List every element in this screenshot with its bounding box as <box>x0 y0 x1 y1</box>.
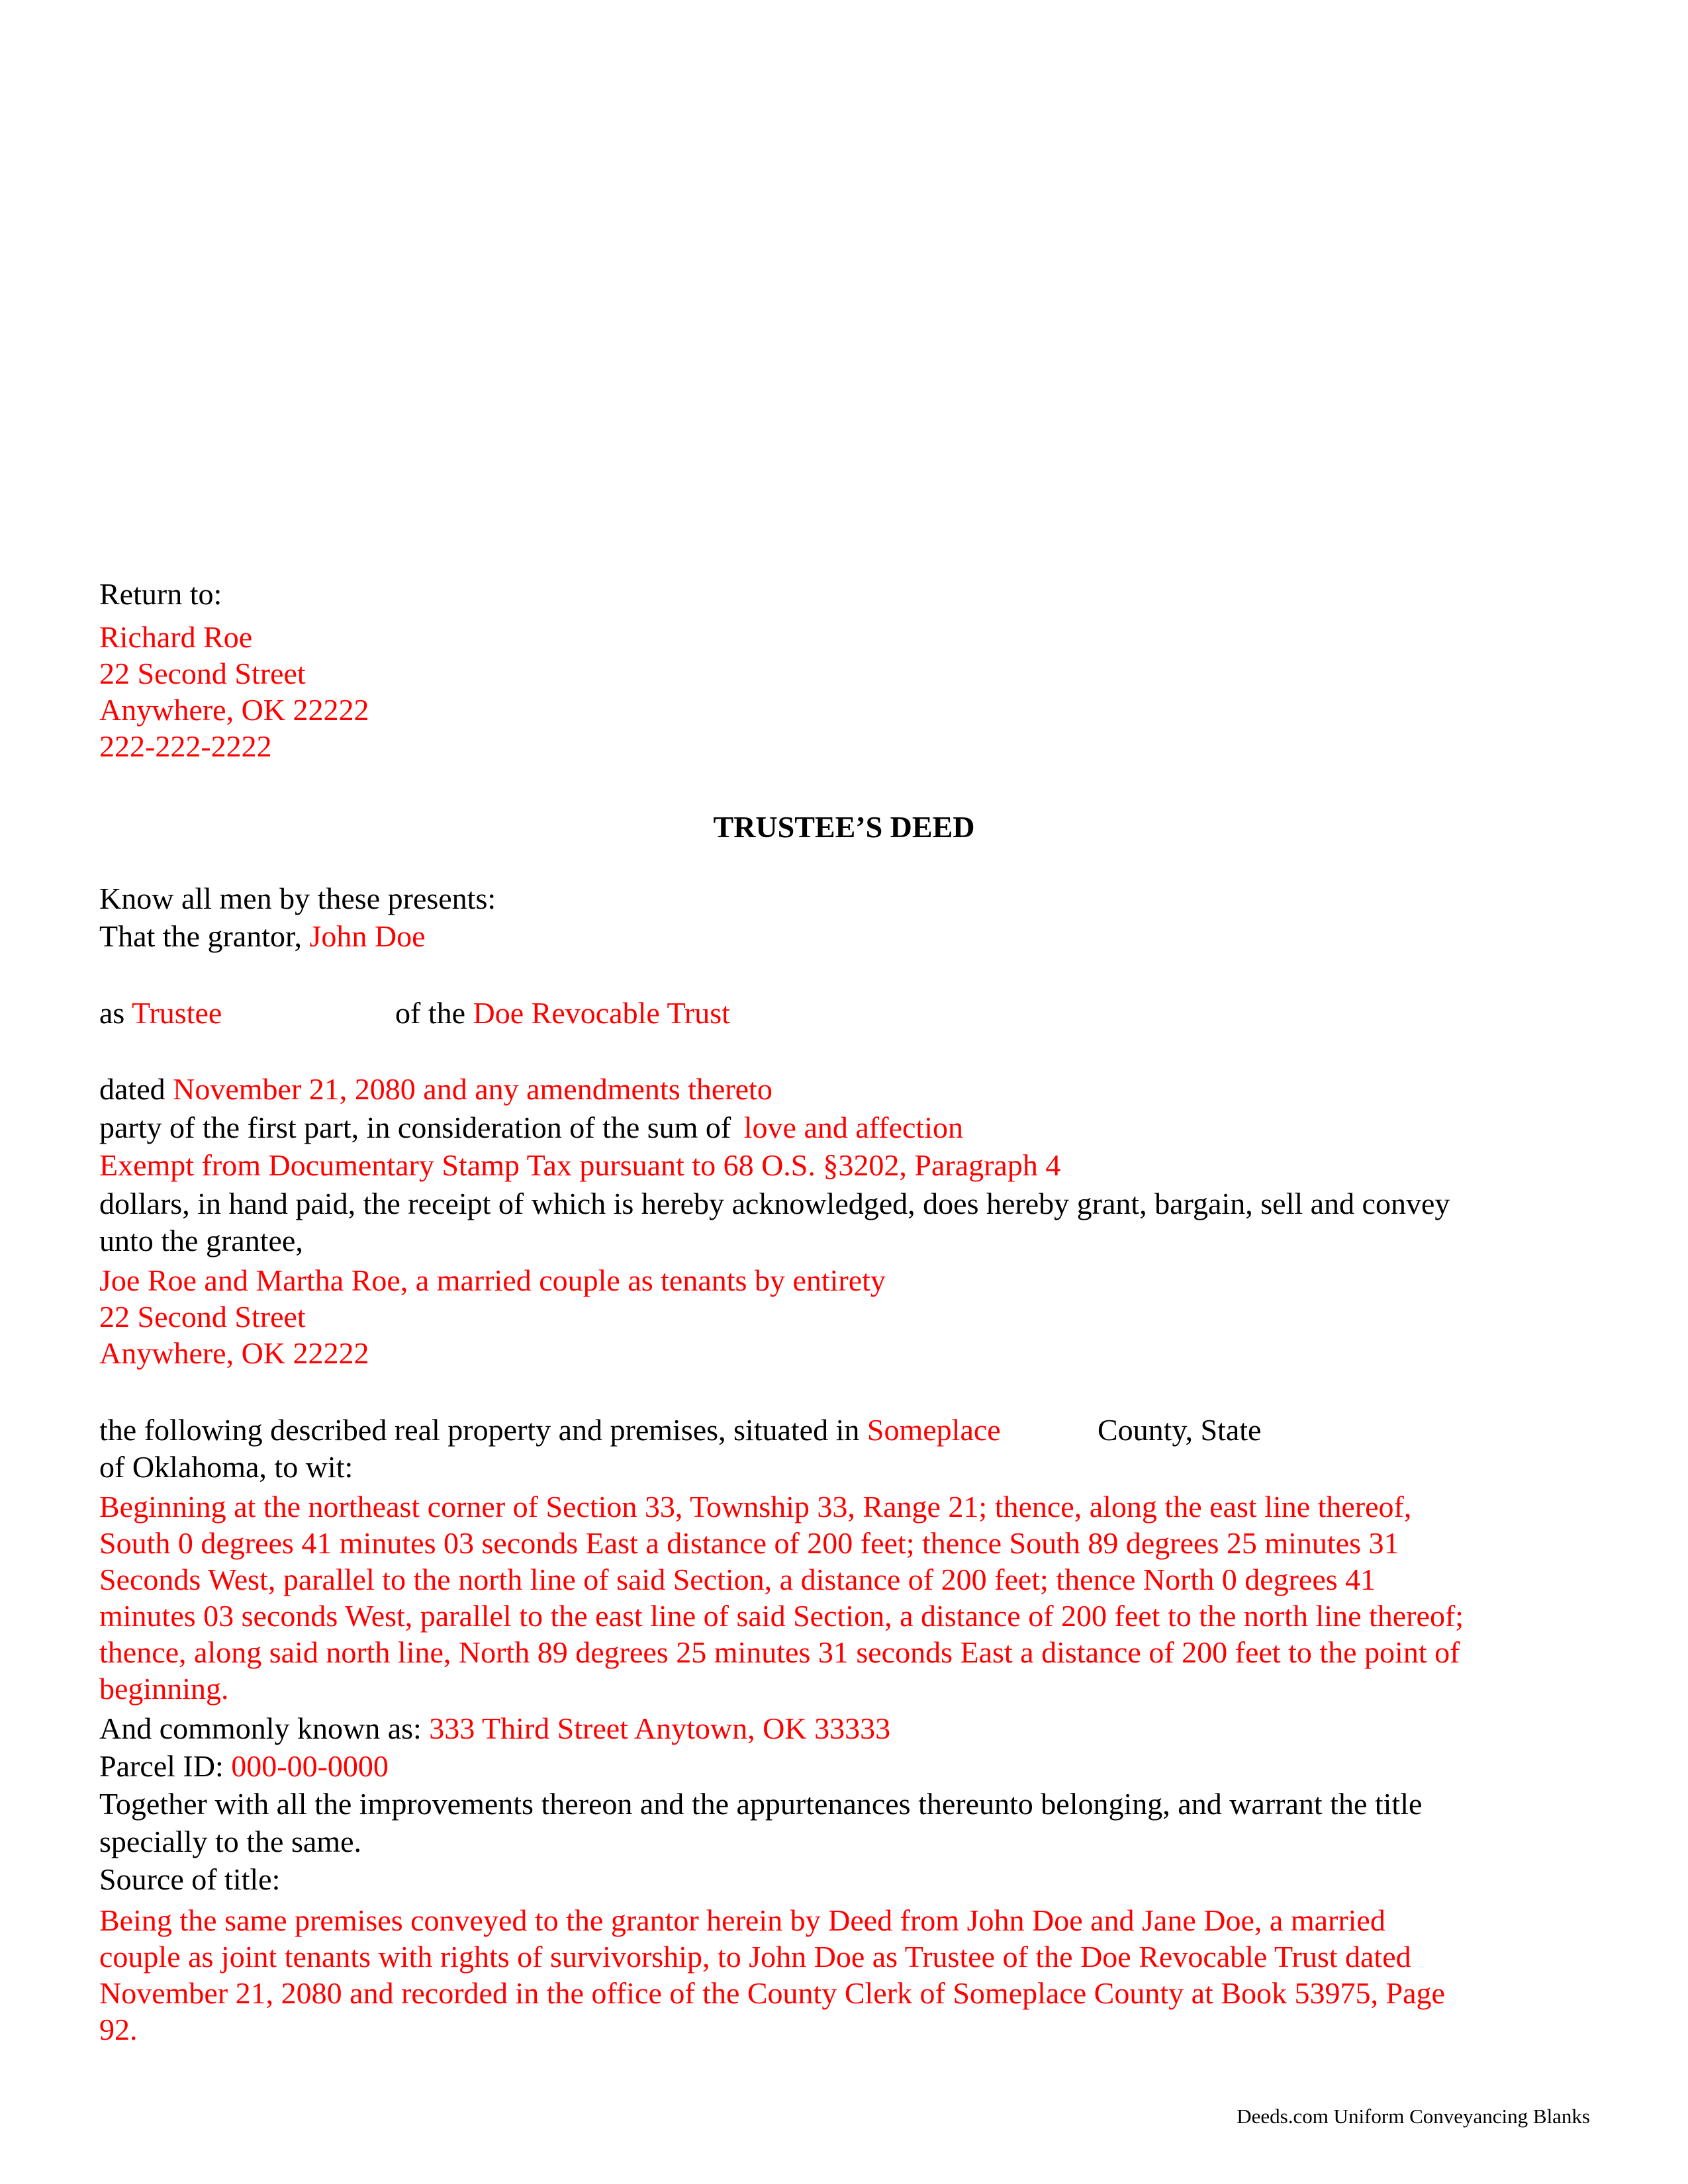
source-line-3: November 21, 2080 and recorded in the office of the County Clerk of Someplace County at Book 53975, Page <box>99 1976 1445 2010</box>
consideration-line <box>99 1109 963 1146</box>
trust-date: November 21, 2080 and any amendments thereto <box>173 1072 773 1106</box>
parcel-line <box>99 1748 389 1785</box>
dollars-line-2: unto the grantee, <box>99 1224 303 1257</box>
source-line-4: 92. <box>99 2013 138 2046</box>
dated-prefix: dated <box>99 1072 165 1106</box>
grantor-prefix: That the grantor, <box>99 919 302 953</box>
legal-description-line-3: Seconds West, parallel to the north line of said Section, a distance of 200 feet; thence North 0 degrees 41 <box>99 1563 1376 1596</box>
dollars-line-1: dollars, in hand paid, the receipt of which is hereby acknowledged, does hereby grant, bargain, sell and convey <box>99 1187 1450 1220</box>
parcel-id: 000-00-0000 <box>231 1749 389 1783</box>
trust-name: Doe Revocable Trust <box>473 996 730 1030</box>
grantor-line <box>99 918 426 955</box>
state-line: of Oklahoma, to wit: <box>99 1450 353 1484</box>
of-the-label: of the <box>395 996 466 1030</box>
source-of-title-label: Source of title: <box>99 1862 281 1896</box>
situated-prefix: the following described real property and premises, situated in <box>99 1413 860 1447</box>
grantee-street: 22 Second Street <box>99 1300 306 1334</box>
source-line-1: Being the same premises conveyed to the grantor herein by Deed from John Doe and Jane Doe, a married <box>99 1903 1385 1937</box>
together-line-1: Together with all the improvements thereon and the appurtenances thereunto belonging, and warrant the title <box>99 1787 1423 1821</box>
legal-description-line-5: thence, along said north line, North 89 degrees 25 minutes 31 seconds East a distance of 200 feet to the point of <box>99 1635 1460 1669</box>
grantor-capacity: Trustee <box>132 996 222 1030</box>
grantee-names: Joe Roe and Martha Roe, a married couple as tenants by entirety <box>99 1263 886 1297</box>
grantee-city: Anywhere, OK 22222 <box>99 1336 369 1370</box>
stamp-tax-line: Exempt from Documentary Stamp Tax pursuant to 68 O.S. §3202, Paragraph 4 <box>99 1148 1061 1182</box>
county-name: Someplace <box>867 1413 1001 1447</box>
document-title: TRUSTEE’S DEED <box>713 810 975 844</box>
know-all-line: Know all men by these presents: <box>99 882 496 915</box>
source-line-2: couple as joint tenants with rights of survivorship, to John Doe as Trustee of the Doe Revocable Trust dated <box>99 1940 1411 1974</box>
legal-description-line-2: South 0 degrees 41 minutes 03 seconds East a distance of 200 feet; thence South 89 degrees 25 minutes 31 <box>99 1526 1399 1560</box>
known-as-prefix: And commonly known as: <box>99 1711 422 1745</box>
return-to-city: Anywhere, OK 22222 <box>99 693 369 727</box>
legal-description-line-1: Beginning at the northeast corner of Section 33, Township 33, Range 21; thence, along the east line thereof, <box>99 1490 1412 1524</box>
as-prefix: as <box>99 996 125 1030</box>
consideration-prefix: party of the first part, in consideration of the sum of <box>99 1111 731 1144</box>
return-to-label: Return to: <box>99 577 222 611</box>
return-to-phone: 222-222-2222 <box>99 729 272 763</box>
known-as-address: 333 Third Street Anytown, OK 33333 <box>429 1711 891 1745</box>
footer-text: Deeds.com Uniform Conveyancing Blanks <box>1237 2105 1590 2128</box>
dated-line <box>99 1071 773 1108</box>
trust-line <box>395 995 730 1032</box>
return-to-name: Richard Roe <box>99 620 253 654</box>
parcel-prefix: Parcel ID: <box>99 1749 224 1783</box>
situated-line <box>99 1412 1001 1449</box>
return-to-street: 22 Second Street <box>99 657 306 690</box>
legal-description-line-4: minutes 03 seconds West, parallel to the east line of said Section, a distance of 200 feet to the north line thereof; <box>99 1599 1464 1633</box>
known-as-line <box>99 1710 890 1747</box>
grantor-name: John Doe <box>309 919 426 953</box>
together-line-2: specially to the same. <box>99 1825 361 1858</box>
legal-description-line-6: beginning. <box>99 1672 229 1706</box>
capacity-line <box>99 995 222 1032</box>
county-suffix: County, State <box>1098 1413 1262 1447</box>
consideration-amount: love and affection <box>743 1111 963 1144</box>
